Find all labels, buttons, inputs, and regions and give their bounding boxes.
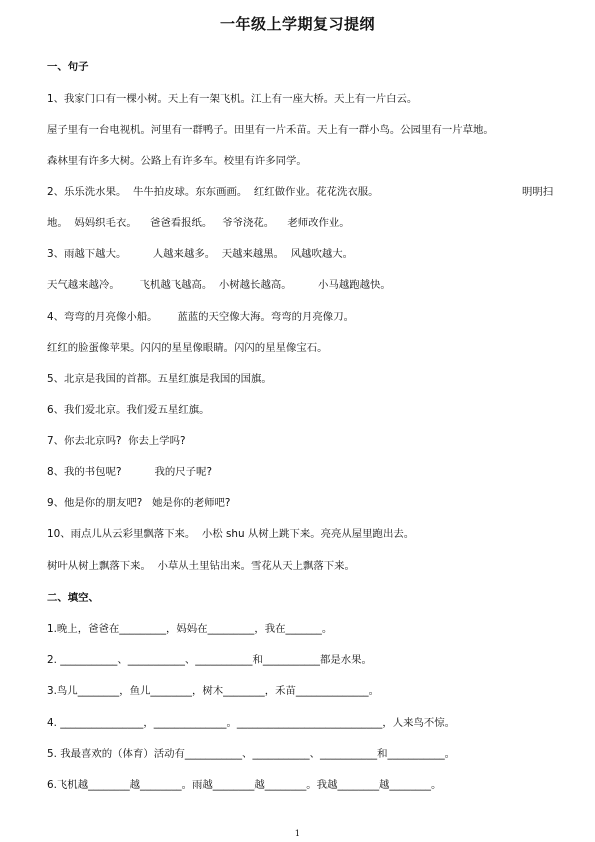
fill-in-line: 5. 我最喜欢的（体育）活动有___________、___________、___________和___________。 [47,748,456,760]
text-line: 3、雨越下越大。 人越来越多。 天越来越黑。 风越吹越大。 [47,248,354,260]
text-line: 森林里有许多大树。公路上有许多车。校里有许多同学。 [47,155,307,167]
text-line: 屋子里有一台电视机。河里有一群鸭子。田里有一片禾苗。天上有一群小鸟。公园里有一片草地。 [47,124,494,136]
text-line: 4、弯弯的月亮像小船。 蓝蓝的天空像大海。弯弯的月亮像刀。 [47,311,354,323]
text-line: 树叶从树上飘落下来。 小草从土里钻出来。雪花从天上飘落下来。 [47,560,355,572]
text-line: 2、乐乐洗水果。 牛牛拍皮球。东东画画。 红红做作业。花花洗衣服。 [47,186,379,198]
text-line: 天气越来越冷。 飞机越飞越高。 小树越长越高。 小马越跑越快。 [47,279,391,291]
fill-in-line: 3.鸟儿________，鱼儿________，树木________，禾苗______________。 [47,685,380,697]
text-line: 8、我的书包呢? 我的尺子呢? [47,466,212,478]
text-line: 9、他是你的朋友吧? 她是你的老师吧? [47,497,231,509]
fill-in-line: 2. ___________、___________、___________和___________都是水果。 [47,654,372,666]
text-line: 5、北京是我国的首都。五星红旗是我国的国旗。 [47,373,272,385]
fill-in-line: 4. ________________，______________。____________________________，人来鸟不惊。 [47,717,456,729]
fill-in-line: 1.晚上，爸爸在_________，妈妈在_________，我在_______。 [47,623,333,635]
text-line: 10、雨点儿从云彩里飘落下来。 小松 shu 从树上跳下来。亮亮从屋里跑出去。 [47,528,415,540]
text-fragment-right: 明明扫 [522,186,554,198]
text-line: 地。 妈妈织毛衣。 爸爸看报纸。 爷爷浇花。 老师改作业。 [47,217,350,229]
text-line: 7、你去北京吗? 你去上学吗? [47,435,186,447]
fill-in-line: 6.飞机越________越________。雨越________越________。我越________越________。 [47,779,442,791]
page-number: 1 [294,829,301,839]
text-line: 6、我们爱北京。我们爱五星红旗。 [47,404,210,416]
text-line: 红红的脸蛋像苹果。闪闪的星星像眼睛。闪闪的星星像宝石。 [47,342,328,354]
text-line: 1、我家门口有一棵小树。天上有一架飞机。江上有一座大桥。天上有一片白云。 [47,93,418,105]
section-heading-fill-in: 二、填空、 [47,592,99,604]
page-title: 一年级上学期复习提纲 [219,15,375,33]
section-heading-sentences: 一、句子 [47,61,89,73]
